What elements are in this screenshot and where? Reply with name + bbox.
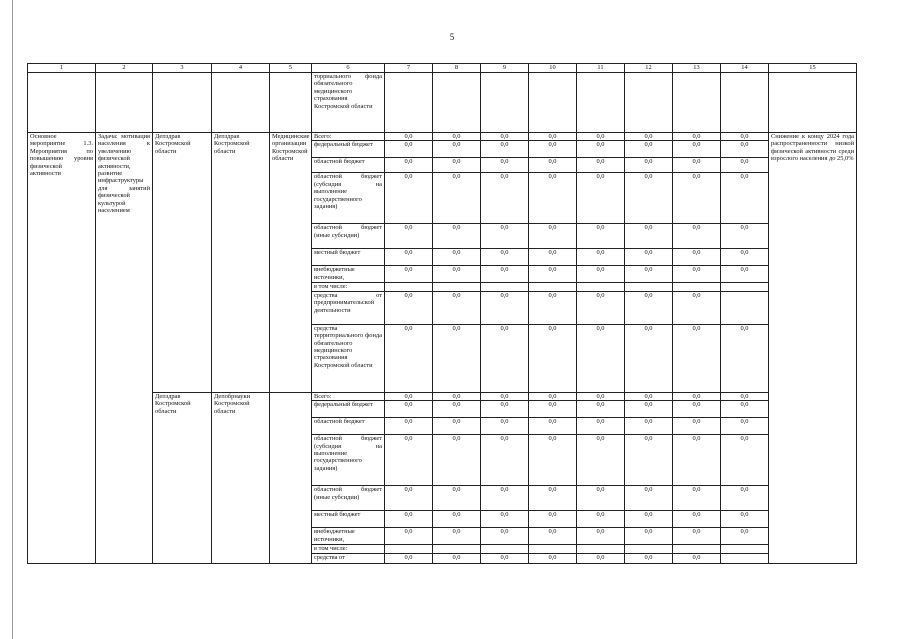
value-cell (625, 283, 673, 291)
value-cell: 0,0 (433, 486, 481, 511)
value-cell: 0,0 (385, 401, 433, 418)
value-cell: 0,0 (721, 266, 769, 283)
header-cell: 15 (769, 64, 857, 73)
value-cell: 0,0 (433, 133, 481, 141)
value-cell: 0,0 (673, 486, 721, 511)
value-cell: 0,0 (385, 291, 433, 324)
value-cell: 0,0 (721, 401, 769, 418)
continuation-row (28, 73, 857, 133)
value-cell: 0,0 (385, 418, 433, 435)
value-cell: 0,0 (481, 511, 529, 528)
value-cell: 0,0 (433, 528, 481, 545)
source-label: областной бюджет (субсидия на выполнение государственного задания) (312, 173, 385, 224)
activity-cell: Основное мероприятие 1.3. Мероприятия по повышению уровня физической активности (28, 133, 96, 564)
value-cell: 0,0 (385, 528, 433, 545)
value-cell: 0,0 (481, 486, 529, 511)
value-cell: 0,0 (481, 266, 529, 283)
source-label: Всего: (312, 392, 385, 400)
value-cell: 0,0 (385, 392, 433, 400)
value-cell: 0,0 (721, 141, 769, 158)
value-cell: 0,0 (625, 224, 673, 249)
value-cell: 0,0 (481, 392, 529, 400)
value-cell: 0,0 (481, 133, 529, 141)
value-cell: 0,0 (529, 224, 577, 249)
value-cell (721, 553, 769, 563)
source-label: областной бюджет (иные субсидии) (312, 224, 385, 249)
value-cell: 0,0 (481, 553, 529, 563)
cont-cell (385, 73, 433, 133)
source-label: федеральный бюджет (312, 141, 385, 158)
value-cell: 0,0 (433, 141, 481, 158)
value-cell: 0,0 (529, 528, 577, 545)
value-cell: 0,0 (625, 249, 673, 266)
value-cell: 0,0 (433, 392, 481, 400)
source-label: средства территориального фонда обязательного медицинского страхования Костромской области (312, 324, 385, 392)
header-cell: 14 (721, 64, 769, 73)
value-cell: 0,0 (433, 249, 481, 266)
cont-cell (529, 73, 577, 133)
value-cell: 0,0 (673, 291, 721, 324)
value-cell: 0,0 (577, 324, 625, 392)
value-cell (433, 545, 481, 553)
value-cell: 0,0 (721, 486, 769, 511)
value-cell: 0,0 (673, 553, 721, 563)
value-cell (529, 283, 577, 291)
value-cell: 0,0 (385, 435, 433, 486)
cont-cell (673, 73, 721, 133)
value-cell: 0,0 (433, 291, 481, 324)
value-cell: 0,0 (529, 435, 577, 486)
value-cell: 0,0 (673, 435, 721, 486)
value-cell: 0,0 (625, 418, 673, 435)
value-cell: 0,0 (721, 249, 769, 266)
value-cell (673, 545, 721, 553)
table-row (28, 133, 857, 141)
value-cell: 0,0 (433, 158, 481, 173)
header-cell: 1 (28, 64, 96, 73)
cont-cell (577, 73, 625, 133)
task-cell: Задача: мотивация населения к увеличению физической активности, развитие инфраструктуры для занятий физической культурой населением (96, 133, 153, 564)
value-cell: 0,0 (721, 133, 769, 141)
cont-cell (721, 73, 769, 133)
header-cell: 12 (625, 64, 673, 73)
value-cell: 0,0 (625, 401, 673, 418)
value-cell (673, 283, 721, 291)
source-label: областной бюджет (312, 158, 385, 173)
participant-cell: Медицинские организации Костромской области (270, 133, 312, 393)
value-cell: 0,0 (385, 324, 433, 392)
budget-table (27, 63, 857, 564)
table-row (28, 392, 857, 400)
source-label: в том числе: (312, 545, 385, 553)
value-cell: 0,0 (577, 435, 625, 486)
value-cell (625, 545, 673, 553)
header-cell: 2 (96, 64, 153, 73)
responsible-cell: Депздрав Костромской области (153, 133, 212, 393)
value-cell: 0,0 (433, 553, 481, 563)
value-cell: 0,0 (577, 392, 625, 400)
value-cell: 0,0 (433, 324, 481, 392)
value-cell: 0,0 (673, 324, 721, 392)
value-cell: 0,0 (529, 249, 577, 266)
value-cell: 0,0 (577, 133, 625, 141)
value-cell: 0,0 (625, 511, 673, 528)
value-cell: 0,0 (385, 158, 433, 173)
header-cell: 10 (529, 64, 577, 73)
value-cell: 0,0 (625, 173, 673, 224)
header-cell: 7 (385, 64, 433, 73)
value-cell: 0,0 (529, 291, 577, 324)
value-cell: 0,0 (577, 173, 625, 224)
value-cell: 0,0 (625, 528, 673, 545)
value-cell (481, 545, 529, 553)
source-label: областной бюджет (иные субсидии) (312, 486, 385, 511)
value-cell: 0,0 (481, 158, 529, 173)
value-cell: 0,0 (721, 324, 769, 392)
responsible-cell: Депздрав Костромской области (153, 392, 212, 563)
value-cell: 0,0 (529, 158, 577, 173)
source-label: средства от предпринимательской деятельности (312, 291, 385, 324)
value-cell (721, 545, 769, 553)
value-cell (385, 545, 433, 553)
value-cell: 0,0 (673, 224, 721, 249)
value-cell: 0,0 (721, 418, 769, 435)
header-cell: 9 (481, 64, 529, 73)
value-cell: 0,0 (625, 486, 673, 511)
value-cell: 0,0 (721, 435, 769, 486)
source-label: в том числе: (312, 283, 385, 291)
value-cell: 0,0 (673, 173, 721, 224)
cont-cell (625, 73, 673, 133)
value-cell: 0,0 (385, 266, 433, 283)
cont-cell (96, 73, 153, 133)
value-cell: 0,0 (529, 486, 577, 511)
page-left-rule (12, 0, 13, 639)
value-cell: 0,0 (673, 392, 721, 400)
value-cell: 0,0 (433, 266, 481, 283)
participant-cell (270, 392, 312, 563)
value-cell (385, 283, 433, 291)
cont-cell (212, 73, 270, 133)
value-cell: 0,0 (721, 528, 769, 545)
value-cell: 0,0 (625, 291, 673, 324)
value-cell: 0,0 (577, 401, 625, 418)
source-label: внебюджетные источники, (312, 266, 385, 283)
value-cell: 0,0 (385, 224, 433, 249)
value-cell: 0,0 (577, 418, 625, 435)
value-cell: 0,0 (673, 528, 721, 545)
value-cell: 0,0 (481, 249, 529, 266)
source-label: областной бюджет (субсидия на выполнение государственного задания) (312, 435, 385, 486)
coexecutor-cell: Депздрав Костромской области (212, 133, 270, 393)
value-cell (721, 283, 769, 291)
value-cell: 0,0 (577, 486, 625, 511)
cont-cell (153, 73, 212, 133)
header-cell: 3 (153, 64, 212, 73)
source-label: средства от (312, 553, 385, 563)
value-cell: 0,0 (625, 392, 673, 400)
page-number: 5 (449, 32, 455, 42)
value-cell: 0,0 (529, 511, 577, 528)
source-label: местный бюджет (312, 511, 385, 528)
cont-cell (433, 73, 481, 133)
value-cell: 0,0 (385, 173, 433, 224)
value-cell: 0,0 (673, 401, 721, 418)
header-cell: 13 (673, 64, 721, 73)
indicator-cell: Снижение к концу 2024 года распространенности низкой физической активности среди взрослого населения до 25,0% (769, 133, 857, 564)
value-cell: 0,0 (529, 266, 577, 283)
value-cell: 0,0 (481, 173, 529, 224)
value-cell: 0,0 (385, 511, 433, 528)
value-cell: 0,0 (673, 266, 721, 283)
value-cell: 0,0 (433, 401, 481, 418)
value-cell: 0,0 (721, 158, 769, 173)
source-label: внебюджетные источники, (312, 528, 385, 545)
value-cell (529, 545, 577, 553)
header-row (28, 64, 857, 73)
cont-cell (270, 73, 312, 133)
value-cell: 0,0 (481, 224, 529, 249)
value-cell: 0,0 (721, 224, 769, 249)
value-cell: 0,0 (529, 141, 577, 158)
header-cell: 8 (433, 64, 481, 73)
value-cell: 0,0 (385, 133, 433, 141)
value-cell (481, 283, 529, 291)
value-cell (577, 545, 625, 553)
source-label: федеральный бюджет (312, 401, 385, 418)
header-cell: 4 (212, 64, 270, 73)
value-cell: 0,0 (721, 173, 769, 224)
value-cell: 0,0 (385, 141, 433, 158)
value-cell (577, 283, 625, 291)
value-cell: 0,0 (673, 418, 721, 435)
value-cell: 0,0 (481, 528, 529, 545)
value-cell: 0,0 (577, 158, 625, 173)
value-cell: 0,0 (625, 266, 673, 283)
value-cell: 0,0 (625, 158, 673, 173)
value-cell: 0,0 (433, 511, 481, 528)
value-cell: 0,0 (481, 418, 529, 435)
value-cell: 0,0 (625, 553, 673, 563)
value-cell: 0,0 (625, 435, 673, 486)
value-cell: 0,0 (385, 553, 433, 563)
value-cell: 0,0 (577, 266, 625, 283)
value-cell: 0,0 (385, 486, 433, 511)
value-cell: 0,0 (529, 392, 577, 400)
source-label: областной бюджет (312, 418, 385, 435)
header-cell: 5 (270, 64, 312, 73)
value-cell: 0,0 (385, 249, 433, 266)
cont-cell (769, 73, 857, 133)
header-cell: 11 (577, 64, 625, 73)
value-cell: 0,0 (721, 511, 769, 528)
value-cell: 0,0 (577, 141, 625, 158)
source-label: местный бюджет (312, 249, 385, 266)
cont-source-label: торриального фонда обязательного медицинского страхования Костромской области (312, 73, 385, 133)
value-cell: 0,0 (577, 511, 625, 528)
value-cell: 0,0 (481, 291, 529, 324)
table-body (28, 64, 857, 564)
value-cell: 0,0 (577, 224, 625, 249)
value-cell: 0,0 (577, 553, 625, 563)
cont-cell (28, 73, 96, 133)
value-cell: 0,0 (673, 141, 721, 158)
value-cell: 0,0 (433, 418, 481, 435)
value-cell: 0,0 (529, 401, 577, 418)
value-cell: 0,0 (577, 249, 625, 266)
value-cell: 0,0 (625, 133, 673, 141)
value-cell: 0,0 (481, 141, 529, 158)
value-cell: 0,0 (625, 324, 673, 392)
coexecutor-cell: Депобрнауки Костромской области (212, 392, 270, 563)
value-cell: 0,0 (529, 133, 577, 141)
value-cell (721, 291, 769, 324)
value-cell (433, 283, 481, 291)
value-cell: 0,0 (529, 173, 577, 224)
value-cell: 0,0 (529, 324, 577, 392)
value-cell: 0,0 (577, 291, 625, 324)
value-cell: 0,0 (481, 324, 529, 392)
header-cell: 6 (312, 64, 385, 73)
value-cell: 0,0 (577, 528, 625, 545)
value-cell: 0,0 (625, 141, 673, 158)
value-cell: 0,0 (481, 435, 529, 486)
value-cell: 0,0 (433, 224, 481, 249)
value-cell: 0,0 (673, 133, 721, 141)
value-cell: 0,0 (433, 173, 481, 224)
value-cell: 0,0 (433, 435, 481, 486)
cont-cell (481, 73, 529, 133)
value-cell: 0,0 (673, 249, 721, 266)
value-cell: 0,0 (529, 553, 577, 563)
value-cell: 0,0 (673, 511, 721, 528)
value-cell: 0,0 (673, 158, 721, 173)
source-label: Всего: (312, 133, 385, 141)
value-cell: 0,0 (721, 392, 769, 400)
value-cell: 0,0 (481, 401, 529, 418)
value-cell: 0,0 (529, 418, 577, 435)
